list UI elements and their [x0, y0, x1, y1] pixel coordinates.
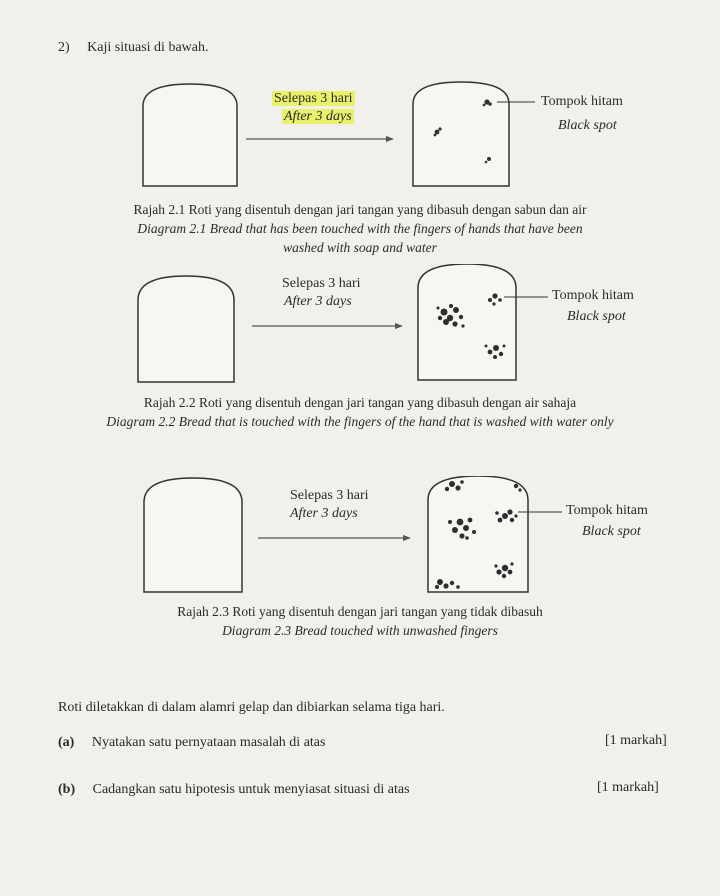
- caption-en: Diagram 2.1 Bread that has been touched with the fingers of hands that have been: [137, 221, 583, 236]
- caption-en-cont: washed with soap and water: [283, 240, 437, 255]
- situation-statement: Roti diletakkan di dalam alamri gelap dan dibiarkan selama tiga hari.: [58, 700, 445, 715]
- part-b-text: Cadangkan satu hipotesis untuk menyiasat situasi di atas: [92, 782, 410, 797]
- caption-2-2: [0, 393, 720, 431]
- question-header: [58, 40, 208, 56]
- question-instruction: Kaji situasi di bawah.: [87, 40, 209, 55]
- part-a-label: (a): [58, 735, 75, 750]
- after-label-ms: Selepas 3 hari: [282, 276, 361, 291]
- caption-ms: Rajah 2.1 Roti yang disentuh dengan jari tangan yang dibasuh dengan sabun dan air: [133, 202, 587, 217]
- spot-label-en: Black spot: [567, 309, 626, 324]
- part-b: [58, 782, 410, 798]
- diagram-2-2: [0, 264, 720, 444]
- spot-label-ms: Tompok hitam: [566, 503, 648, 518]
- caption-en: Diagram 2.3 Bread touched with unwashed fingers: [222, 623, 498, 638]
- part-a: [58, 735, 325, 751]
- spot-label-ms: Tompok hitam: [552, 288, 634, 303]
- after-label-en: After 3 days: [290, 506, 358, 521]
- part-a-marks: [1 markah]: [605, 733, 667, 748]
- part-a-text: Nyatakan satu pernyataan masalah di atas: [91, 735, 326, 750]
- after-label-ms: Selepas 3 hari: [274, 91, 353, 106]
- spot-label-ms: Tompok hitam: [541, 94, 623, 109]
- after-label-ms: Selepas 3 hari: [290, 488, 369, 503]
- bread-after-icon: [428, 476, 528, 592]
- caption-en: Diagram 2.2 Bread that is touched with the fingers of the hand that is washed with water only: [106, 414, 614, 429]
- diagram-2-1: [0, 78, 720, 278]
- bread-after-icon: [418, 264, 516, 380]
- bread-after-icon: [413, 82, 509, 186]
- caption-ms: Rajah 2.3 Roti yang disentuh dengan jari tangan yang tidak dibasuh: [177, 604, 543, 619]
- after-label-en: After 3 days: [284, 109, 352, 124]
- bread-before-icon: [143, 84, 237, 186]
- question-number: 2): [58, 40, 70, 55]
- caption-2-1: [0, 200, 720, 257]
- bread-before-icon: [138, 276, 234, 382]
- bread-before-icon: [144, 478, 242, 592]
- spot-label-en: Black spot: [582, 524, 641, 539]
- after-label-en: After 3 days: [284, 294, 352, 309]
- part-b-marks: [1 markah]: [597, 780, 659, 795]
- caption-2-3: [0, 602, 720, 640]
- caption-ms: Rajah 2.2 Roti yang disentuh dengan jari tangan yang dibasuh dengan air sahaja: [143, 395, 577, 410]
- part-b-label: (b): [58, 782, 76, 797]
- diagram-2-3: [0, 476, 720, 656]
- spot-label-en: Black spot: [558, 118, 617, 133]
